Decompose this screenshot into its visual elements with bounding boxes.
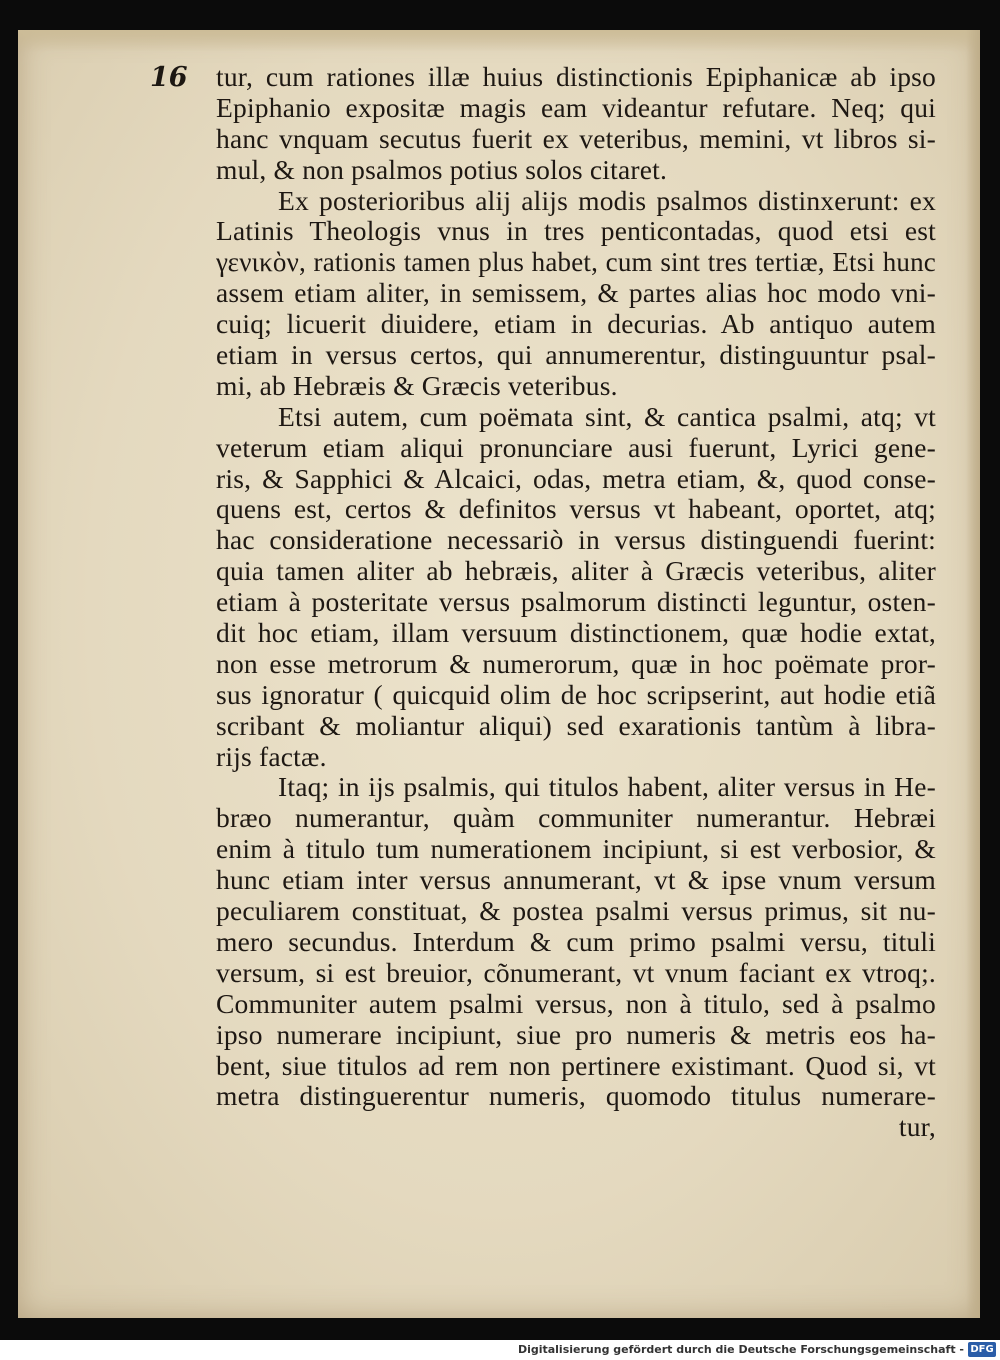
- text-line: non esse metrorum & numerorum, quæ in hoc poëmate pror-: [216, 648, 936, 679]
- text-line: enim à titulo tum numerationem incipiunt, si est verbosior, &: [216, 834, 936, 865]
- text-line: hunc etiam inter versus annumerant, vt & ipse vnum versum: [216, 865, 936, 896]
- text-line: ipso numerare incipiunt, siue pro numeris & metris eos ha-: [216, 1019, 936, 1050]
- text-line: bent, siue titulos ad rem non pertinere existimant. Quod si, vt: [216, 1050, 936, 1081]
- text-line: scribant & moliantur aliqui) sed exarationis tantùm à libra-: [216, 710, 936, 741]
- text-line: etiam in versus certos, qui annumerentur, distinguuntur psal-: [216, 340, 936, 371]
- dfg-logo: DFG: [968, 1342, 996, 1357]
- text-line: Communiter autem psalmi versus, non à titulo, sed à psalmo: [216, 988, 936, 1019]
- text-line: dit hoc etiam, illam versuum distinctionem, quæ hodie extat,: [216, 618, 936, 649]
- text-line: mi, ab Hebræis & Græcis veteribus.: [216, 370, 618, 401]
- text-line: quia tamen aliter ab hebræis, aliter à Græcis veteribus, aliter: [216, 556, 936, 587]
- text-line: bræo numerantur, quàm communiter numerantur. Hebræi: [216, 803, 936, 834]
- text-line: quens est, certos & definitos versus vt habeant, oportet, atq;: [216, 494, 936, 525]
- footer-bar: [0, 1340, 1000, 1360]
- text-line: Ex posterioribus alij alijs modis psalmos distinxerunt: ex: [278, 185, 936, 216]
- funding-credit: Digitalisierung gefördert durch die Deutsche Forschungsgemeinschaft -: [517, 1343, 964, 1356]
- text-line: Etsi autem, cum poëmata sint, & cantica psalmi, atq; vt: [278, 401, 936, 432]
- text-line: veterum etiam aliqui pronunciare ausi fuerunt, Lyrici gene-: [216, 432, 936, 463]
- text-line: tur,: [898, 1112, 936, 1143]
- text-line: cuiq; licuerit diuidere, etiam in decurias. Ab antiquo autem: [216, 309, 936, 340]
- text-line: Latinis Theologis vnus in tres penticontadas, quod etsi est: [216, 216, 936, 247]
- text-line: assem etiam aliter, in semissem, & partes alias hoc modo vni-: [216, 278, 936, 309]
- text-line: γενικὸν, rationis tamen plus habet, cum sint tres tertiæ, Etsi hunc: [216, 247, 936, 278]
- text-line: metra distinguerentur numeris, quomodo titulus numerare-: [216, 1081, 936, 1112]
- text-line: Epiphanio expositæ magis eam videantur refutare. Neq; qui: [216, 92, 936, 123]
- text-line: sus ignoratur ( quicquid olim de hoc scripserint, aut hodie etiã: [216, 679, 936, 710]
- text-line: Itaq; in ijs psalmis, qui titulos habent, aliter versus in He-: [278, 772, 936, 803]
- text-line: mero secundus. Interdum & cum primo psalmi versu, tituli: [216, 926, 936, 957]
- text-line: peculiarem constituat, & postea psalmi versus primus, sit nu-: [216, 896, 936, 927]
- page-text: [216, 62, 936, 1143]
- text-line: ris, & Sapphici & Alcaici, odas, metra etiam, &, quod conse-: [216, 463, 936, 494]
- text-line: rijs factæ.: [216, 741, 327, 772]
- text-line: etiam à posteritate versus psalmorum distincti leguntur, osten-: [216, 587, 936, 618]
- text-line: tur, cum rationes illæ huius distinctionis Epiphanicæ ab ipso: [216, 62, 936, 92]
- text-line: mul, & non psalmos potius solos citaret.: [216, 154, 668, 185]
- text-line: hac consideratione necessariò in versus distinguendi fuerint:: [216, 525, 936, 556]
- text-line: versum, si est breuior, cõnumerant, vt vnum faciant ex vtroq;.: [216, 957, 936, 988]
- page-number: 16: [150, 62, 188, 93]
- text-line: hanc vnquam secutus fuerit ex veteribus, memini, vt libros si-: [216, 123, 936, 154]
